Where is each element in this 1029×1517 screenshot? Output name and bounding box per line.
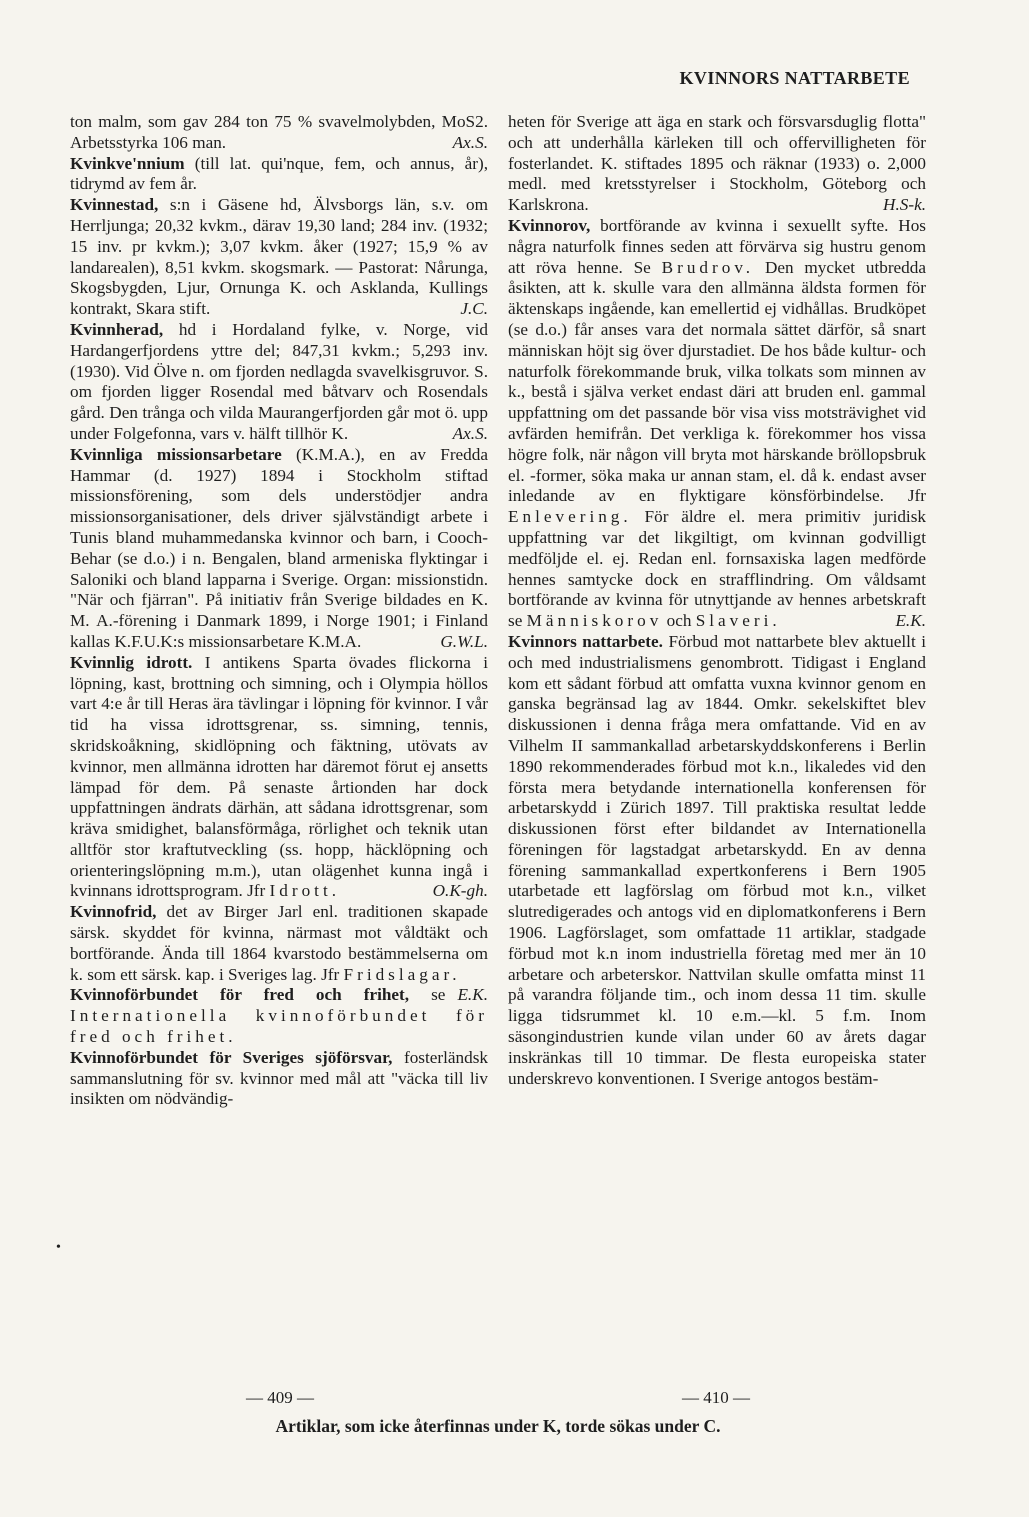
entry-kvinnherad [70,320,488,445]
entry-kvinkvennium [70,154,488,196]
entry-body: bortförande av kvinna i sexuellt syfte. Hos några naturfolk finnes seden att förvärva sig hustru genom att röva henne. Se [508,215,926,277]
entry-kvinnorov [508,216,926,632]
right-column [508,112,926,1089]
entry-kvinnoforbundet-sjoforsvar [70,1048,488,1110]
entry-body: det av Birger Jarl enl. traditionen skapade särsk. skyddet för kvinna, närmast mot våldtäkt och bortförande. Ända till 1864 kvarstodo bestämmelserna om k. som ett särsk. kap. i Sveriges lag. Jfr [70,902,488,984]
entry-headword: Kvinnlig idrott. [70,652,193,672]
entry-headword: Kvinnorov, [508,215,591,235]
entry-body: Förbud mot nattarbete blev aktuellt i och med industrialismens genombrott. Tidigast i England kom ett sådant förbud att omfatta vuxna kvinnor genom en ganska begränsad lag av 1844. Omkr. sekelskiftet blev diskussionen i denna fråga mera omfattande. Vid en av Vilhelm II sammankallad arbetarskyddskonferens i Berlin 1890 rekommenderades förbud mot k.n., likaledes vid den första mera betydande internationella konferensen för arbetarskydd i Zürich 1897. Till praktiska resultat ledde diskussionen först efter bildandet av Internationella föreningen för lagstadgat arbetarskydd. En av denna förening sammankallad expertkonferens i Bern 1905 utarbetade ett lagförslag om förbud mot k.n., vilket slutredigerades och antogs vid en diplomatkonferens i Bern 1906. Lagförslaget, som omfattade 11 artiklar, stadgade förbud mot k.n inom industriella företag med mer än 10 arbetare och arbeterskor. Nattvilan skulle omfatta minst 11 på varandra följande tim., och inom dessa 11 tim. skulle ligga tidsrummet kl. 10 e.m.—kl. 5 f.m. Inom säsongindustrien kunde vilan under 60 av årets dagar inskränkas till 10 timmar. De flesta europeiska stater underskrevo konventionen. I Sverige antogos bestäm- [508,631,926,1088]
entry-body: fosterländsk sammanslutning för sv. kvinnor med mål att "väcka till liv insikten om nödvändig- [70,1047,488,1109]
entry-headword: Kvinnoförbundet för fred och frihet, [70,985,410,1005]
entry-kvinnlig-idrott [70,653,488,903]
page-number-right: — 410 — [682,1388,750,1407]
running-head: KVINNORS NATTARBETE [679,68,910,88]
footer-note: Artiklar, som icke återfinnas under K, torde sökas under C. [275,1416,721,1436]
entry-body: se [409,985,446,1005]
left-column [70,112,488,1110]
entry-kvinnestad [70,195,488,320]
author-signature: O.K-gh. [432,881,488,901]
entry-headword: Kvinnoförbundet för Sveriges sjöförsvar, [70,1047,393,1067]
entry-body: I antikens Sparta övades flickorna i löpning, kast, brottning och simning, och i Olympia höllos vart 4:e år till Heras ära tävlingar i löpning för kvinnor. I vår tid ha vissa idrottsgrenar, ss. simning, tennis, skridskoåkning, skidlöpning och fäktning, utövats av kvinnor, men allmänna idrotten har däremot förut ej ansetts lämpad för dem. På senaste årtionden har dock uppfattningen ändrats därhän, att sådana idrottsgrenar, som kräva smidighet, balansförmåga, rörlighet och teknik utan alltför stor kraftutveckling (ss. hopp, häcklöpning och orienteringslöpning m.m.), utan olägenhet kunna ingå i kvinnans idrottsprogram. Jfr [70,652,488,901]
cross-reference: Slaveri. [695,611,781,631]
author-signature: E.K. [457,985,488,1005]
author-signature: Ax.S. [452,132,488,152]
entry-headword: Kvinkve'nnium [70,153,185,173]
entry-body: och [662,611,696,631]
entry-body: (K.M.A.), en av Fredda Hammar (d. 1927) 1894 i Stockholm stiftad missionsförening, som dels understödjer andra missionsorganisationer, dels driver självständigt arbete i Tunis bland muhammedanska kvinnor och barn, i Cooch-Behar (se d.o.) i n. Bengalen, bland armeniska flyktingar i Saloniki och bland lapparna i Sverige. Organ: missionstidn. "När och fjärran". På initiativ från Sverige bildades en K. M. A.-förening i Danmark 1899, i Norge 1901; i Finland kallas K.F.U.K:s missionsarbetare K.M.A. [70,444,488,651]
entry-headword: Kvinnofrid, [70,902,157,922]
entry-continuation-molybden [70,112,488,154]
entry-continuation-sjoforsvar [508,112,926,216]
entry-body: heten för Sverige att äga en stark och försvarsduglig flotta" och att underhålla kärleken till och offervilligheten för fosterlandet. K. stiftades 1895 och räknar (1933) o. 2,000 medl. med kretsstyrelser i Stockholm, Göteborg och Karlskrona. [508,112,926,215]
entry-body: Den mycket utbredda åsikten, att k. skulle vara den allmänna äldsta formen för äktenskaps ingående, kan emellertid ej vidhållas. Brudköpet (se d.o.) får anses vara det normala sättet därför, så snart människan höjt sig över djurstadiet. De hos både kultur- och naturfolk förekommande bruk, vilka tolkats som minnen av k., bestå i själva verket endast däri att bruden enl. gammal uppfattning om det passande bör visa viss motsträvighet vid avfärden hemifrån. Det verkliga k. förekommer hos vissa högre folk, när någon vill bryta mot härskande bröllopsbruk el. -former, söka maka ur annan stam, el. då k. endast avser inledande av en flyktigare könsförbindelse. Jfr [508,257,927,506]
entry-body: hd i Hordaland fylke, v. Norge, vid Hardangerfjordens yttre del; 847,31 kvkm.; 5,293 inv. (1930). Vid Ölve n. om fjorden nedlagda svavelkisgruvor. S. om fjorden ligger Rosendal med båtvarv och Rosendals gård. Den trånga och vilda Maurangerfjorden går mot ö. upp under Folgefonna, vars v. hälft tillhör K. [70,319,488,443]
cross-reference: Enlevering. [508,507,632,527]
entry-body: (till lat. qui'nque, fem, och annus, år), tidrymd av fem år. [70,153,488,194]
cross-reference: Fridslagar. [343,964,461,984]
cross-reference: Människorov [526,611,663,631]
author-signature: Ax.S. [452,423,488,443]
author-signature: G.W.L. [440,631,488,651]
entry-kvinnliga-missionsarbetare [70,445,488,653]
entry-headword: Kvinnors nattarbete. [508,631,663,651]
entry-kvinnors-nattarbete [508,632,926,1090]
cross-reference: Idrott. [269,881,341,901]
entry-body: ton malm, som gav 284 ton 75 % svavelmolybden, MoS2. Arbetsstyrka 106 man. [70,112,488,152]
entry-headword: Kvinnherad, [70,319,164,339]
cross-reference: Brudrov. [661,257,755,277]
entry-body: För äldre el. mera primitiv juridisk uppfattning var det likgiltigt, om kvinnan godvilligt medföljde el. ej. Redan enl. fornsaxiska lagen medförde hennes samtycke dock en strafflindring. Om våldsamt bortförande av kvinna för utnyttjande av hennes arbetskraft se [508,507,926,631]
author-signature: J.C. [460,299,488,319]
page-number-left: — 409 — [246,1388,314,1407]
margin-bullet: • [56,1240,61,1255]
author-signature: E.K. [895,611,926,631]
entry-kvinnoforbundet-fred [70,985,488,1047]
cross-reference: Internationella kvinnoförbundet för fred och frihet. [70,1006,488,1047]
entry-headword: Kvinnestad, [70,195,159,215]
entry-body: s:n i Gäsene hd, Älvsborgs län, s.v. om Herrljunga; 20,32 kvkm., därav 19,30 land; 284 inv. (1932; 15 inv. pr kvkm.); 3,07 kvkm. åker (1927; 15,9 % av landarealen), 8,51 kvkm. skogsmark. — Pastorat: Nårunga, Skogsbygden, Ljur, Ornunga K. och Asklanda, Kullings kontrakt, Skara stift. [70,195,488,319]
entry-headword: Kvinnliga missionsarbetare [70,444,282,464]
author-signature: H.S-k. [883,195,926,215]
